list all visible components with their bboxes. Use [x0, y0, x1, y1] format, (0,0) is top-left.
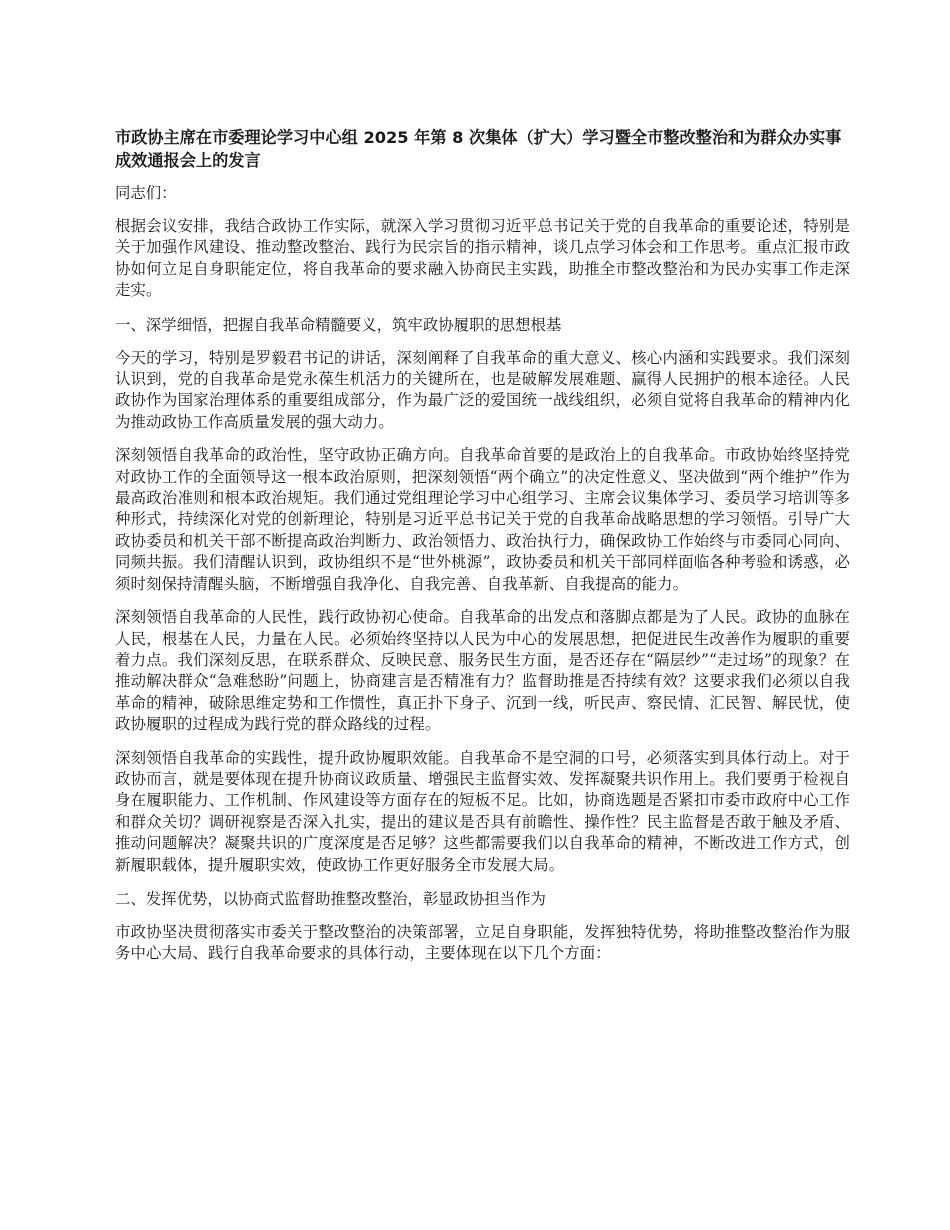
- paragraph-1: 今天的学习，特别是罗毅君书记的讲话，深刻阐释了自我革命的重大意义、核心内涵和实践要求。我们深刻认识到，党的自我革命是党永葆生机活力的关键所在，也是破解发展难题、赢得人民拥护的根本途径。人民政协作为国家治理体系的重要组成部分，作为最广泛的爱国统一战线组织，必须自觉将自我革命的精神内化为推动政协工作高质量发展的强大动力。: [115, 348, 850, 431]
- paragraph-intro: 根据会议安排，我结合政协工作实际，就深入学习贯彻习近平总书记关于党的自我革命的重要论述，特别是关于加强作风建设、推动整改整治、践行为民宗旨的指示精神，谈几点学习体会和工作思考。重点汇报市政协如何立足自身职能定位，将自我革命的要求融入协商民主实践，助推全市整改整治和为民办实事工作走深走实。: [115, 217, 850, 300]
- paragraph-2: 深刻领悟自我革命的政治性，坚守政协正确方向。自我革命首要的是政治上的自我革命。市政协始终坚持党对政协工作的全面领导这一根本政治原则，把深刻领悟“两个确立”的决定性意义、坚决做到“两个维护”作为最高政治准则和根本政治规矩。我们通过党组理论学习中心组学习、主席会议集体学习、委员学习培训等多种形式，持续深化对党的创新理论，特别是习近平总书记关于党的自我革命战略思想的学习领悟。引导广大政协委员和机关干部不断提高政治判断力、政治领悟力、政治执行力，确保政协工作始终与市委同心同向、同频共振。我们清醒认识到，政协组织不是“世外桃源”，政协委员和机关干部同样面临各种考验和诱惑，必须时刻保持清醒头脑，不断增强自我净化、自我完善、自我革新、自我提高的能力。: [115, 446, 850, 593]
- paragraph-5: 市政协坚决贯彻落实市委关于整改整治的决策部署，立足自身职能，发挥独特优势，将助推整改整治作为服务中心大局、践行自我革命要求的具体行动，主要体现在以下几个方面：: [115, 922, 850, 963]
- section-heading-2: 二、发挥优势，以协商式监督助推整改整治，彰显政协担当作为: [115, 889, 546, 908]
- greeting: 同志们：: [115, 184, 177, 202]
- paragraph-3: 深刻领悟自我革命的人民性，践行政协初心使命。自我革命的出发点和落脚点都是为了人民。政协的血脉在人民，根基在人民，力量在人民。必须始终坚持以人民为中心的发展思想，把促进民生改善作为履职的重要着力点。我们深刻反思，在联系群众、反映民意、服务民生方面，是否还存在“隔层纱”“走过场”的现象？在推动解决群众“急难愁盼”问题上，协商建言是否精准有力？监督助推是否持续有效？这要求我们必须以自我革命的精神，破除思维定势和工作惯性，真正扑下身子、沉到一线，听民声、察民情、汇民智、解民忧，使政协履职的过程成为践行党的群众路线的过程。: [115, 608, 850, 734]
- document-page: [115, 126, 850, 977]
- paragraph-4: 深刻领悟自我革命的实践性，提升政协履职效能。自我革命不是空洞的口号，必须落实到具体行动上。对于政协而言，就是要体现在提升协商议政质量、增强民主监督实效、发挥凝聚共识作用上。我们要勇于检视自身在履职能力、工作机制、作风建设等方面存在的短板不足。比如，协商选题是否紧扣市委市政府中心工作和群众关切？调研视察是否深入扎实，提出的建议是否具有前瞻性、操作性？民主监督是否敢于触及矛盾、推动问题解决？凝聚共识的广度深度是否足够？这些都需要我们以自我革命的精神，不断改进工作方式，创新履职载体，提升履职实效，使政协工作更好服务全市发展大局。: [115, 748, 850, 874]
- document-title: 市政协主席在市委理论学习中心组 2025 年第 8 次集体（扩大）学习暨全市整改整治和为群众办实事成效通报会上的发言: [115, 128, 842, 170]
- section-heading-1: 一、深学细悟，把握自我革命精髓要义，筑牢政协履职的思想根基: [115, 315, 562, 334]
